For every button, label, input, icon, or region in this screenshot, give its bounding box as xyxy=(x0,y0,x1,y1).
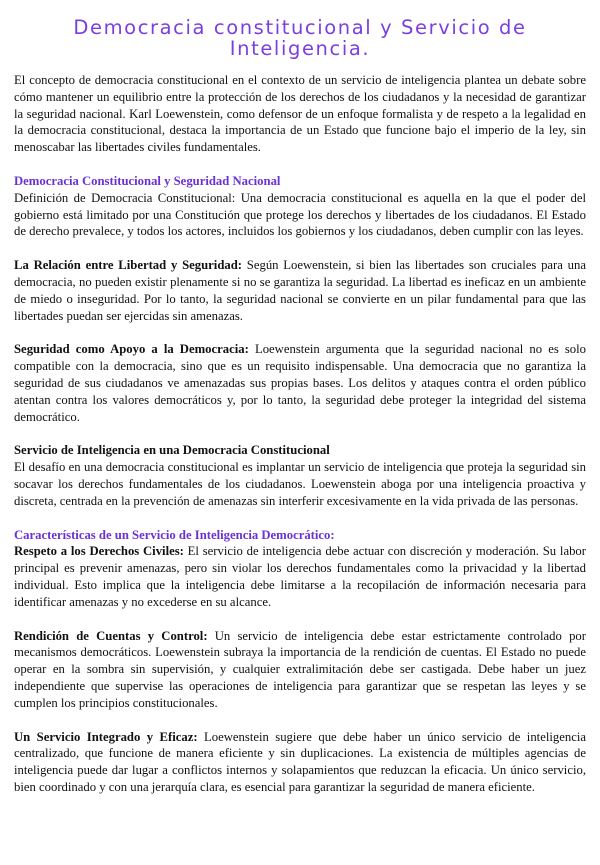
liberty-security-label: La Relación entre Libertad y Seguridad: xyxy=(14,258,243,273)
civil-rights-text: El servicio de inteligencia debe actuar con discreción y moderación. Su labor principal es prevenir amenazas, pero sin violar los derechos fundamentales como la privacidad y la libertad individual. Esto implica que la inteligencia debe limitarse a la recopilación de información necesaria para identificar amenazas y no excederse en su alcance. xyxy=(14,544,586,609)
integrated-service-text: Loewenstein sugiere que debe haber un único servicio de inteligencia centralizado, que funcione de manera eficiente y sin duplicaciones. La existencia de múltiples agencias de inteligencia puede dar lugar a conflictos internos y solapamientos que reduzcan la eficacia. Un único servicio, bien coordinado y con una jerarquía clara, es esencial para garantizar la seguridad de manera eficiente. xyxy=(14,729,586,794)
liberty-security-paragraph xyxy=(14,257,586,324)
security-support-paragraph xyxy=(14,341,586,425)
document-page xyxy=(0,17,600,865)
page-title: Democracia constitucional y Servicio de Inteligencia. xyxy=(73,16,527,60)
accountability-paragraph xyxy=(14,628,586,712)
section-heading-characteristics: Características de un Servicio de Inteligencia Democrático: xyxy=(14,527,335,542)
integrated-service-label: Un Servicio Integrado y Eficaz: xyxy=(14,729,198,744)
civil-rights-label: Respeto a los Derechos Civiles: xyxy=(14,544,184,559)
security-support-label: Seguridad como Apoyo a la Democracia: xyxy=(14,342,249,357)
section-heading-democracy-security: Democracia Constitucional y Seguridad Nacional xyxy=(14,173,281,188)
security-support-text: Loewenstein argumenta que la seguridad nacional no es solo compatible con la democracia, sino que es un requisito indispensable. Una democracia que no garantiza la seguridad de sus ciudadanos ve amenazadas sus propias bases. Los delitos y ataques contra el orden público atentan contra los valores democráticos y, por lo tanto, la seguridad debe proteger la integridad del sistema democrático. xyxy=(14,342,587,424)
intro-paragraph: El concepto de democracia constitucional en el contexto de un servicio de inteligencia plantea un debate sobre cómo mantener un equilibrio entre la protección de los derechos de los ciudadanos y la necesidad de garantizar la seguridad nacional. Karl Loewenstein, como defensor de un enfoque formalista y de respeto a la legalidad en la democracia constitucional, destaca la importancia de un Estado que funcione bajo el imperio de la ley, sin menoscabar las libertades civiles fundamentales. xyxy=(14,73,586,155)
accountability-label: Rendición de Cuentas y Control: xyxy=(14,628,208,643)
intelligence-service-paragraph: El desafío en una democracia constitucional es implantar un servicio de inteligencia que proteja la seguridad sin socavar los derechos fundamentales de los ciudadanos. Loewenstein aboga por una inteligencia proactiva y discreta, centrada en la prevención de amenazas sin interferir excesivamente en la vida privada de las personas. xyxy=(14,460,586,508)
integrated-service-paragraph xyxy=(14,729,586,796)
liberty-security-text: Según Loewenstein, si bien las libertades son cruciales para una democracia, no pueden existir plenamente si no se garantiza la seguridad. La libertad es ineficaz en un ambiente de miedo o inseguridad. Por lo tanto, la seguridad nacional se convierte en un pilar fundamental para que las libertades puedan ser ejercidas sin amenazas. xyxy=(14,258,586,323)
section-heading-intelligence-service: Servicio de Inteligencia en una Democracia Constitucional xyxy=(14,443,330,458)
definition-paragraph: Definición de Democracia Constitucional: Una democracia constitucional es aquella en la que el poder del gobierno está limitado por una Constitución que protege los derechos y libertades de los ciudadanos. El Estado de derecho prevalece, y todos los actores, incluidos los gobiernos y los ciudadanos, deben cumplir con las leyes. xyxy=(14,190,586,239)
civil-rights-paragraph xyxy=(14,543,586,610)
accountability-text: Un servicio de inteligencia debe estar estrictamente controlado por mecanismos democráticos. Loewenstein subraya la importancia de la rendición de cuentas. El Estado no puede operar en la sombra sin supervisión, y cualquier extralimitación debe ser castigada. Debe haber un juez independiente que supervise las operaciones de inteligencia para garantizar que se respetan las leyes y se cumplen los principios constitucionales. xyxy=(14,628,586,710)
